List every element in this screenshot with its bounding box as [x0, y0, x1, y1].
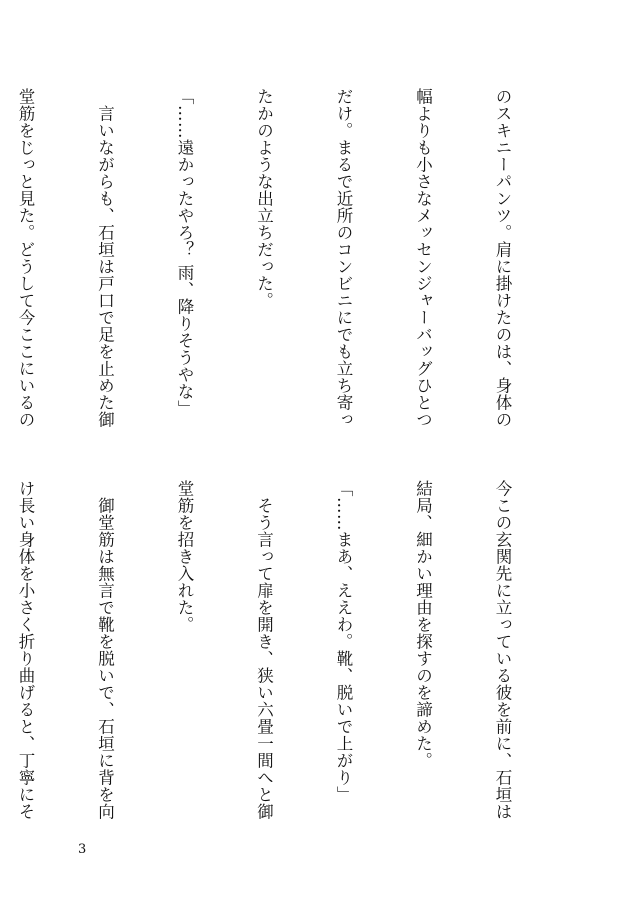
text-column: 「……遠かったやろ？ 雨、降りそうやな」: [175, 88, 194, 417]
text-column: のスキニーパンツ。肩に掛けたのは、身体の: [493, 88, 512, 428]
text-column: そう言って扉を開き、狭い六畳一間へと御: [254, 480, 274, 820]
text-column: 堂筋を招き入れた。: [175, 480, 194, 633]
text-column: 今この玄関先に立っている彼を前に、石垣は: [493, 480, 512, 820]
text-column: 言いながらも、石垣は戸口で足を止めた御: [95, 88, 115, 428]
text-column: 御堂筋は無言で靴を脱いで、石垣に背を向: [95, 480, 115, 820]
text-column: だけ。まるで近所のコンビニにでも立ち寄っ: [334, 88, 353, 428]
text-column: 堂筋をじっと見た。どうして今ここにいるの: [16, 88, 35, 428]
text-column: たかのような出立ちだった。: [254, 88, 274, 309]
text-column: 幅よりも小さなメッセンジャーバッグひとつ: [413, 88, 433, 428]
text-block-top: [0, 88, 568, 433]
text-column: け長い身体を小さく折り曲げると、丁寧にそ: [16, 480, 35, 820]
text-column: 結局、細かい理由を探すのを諦めた。: [413, 480, 433, 769]
page-number: 3: [78, 842, 87, 857]
text-column: 「……まあ、ええわ。靴、脱いで上がり」: [334, 480, 353, 803]
text-block-bottom: [0, 480, 568, 825]
